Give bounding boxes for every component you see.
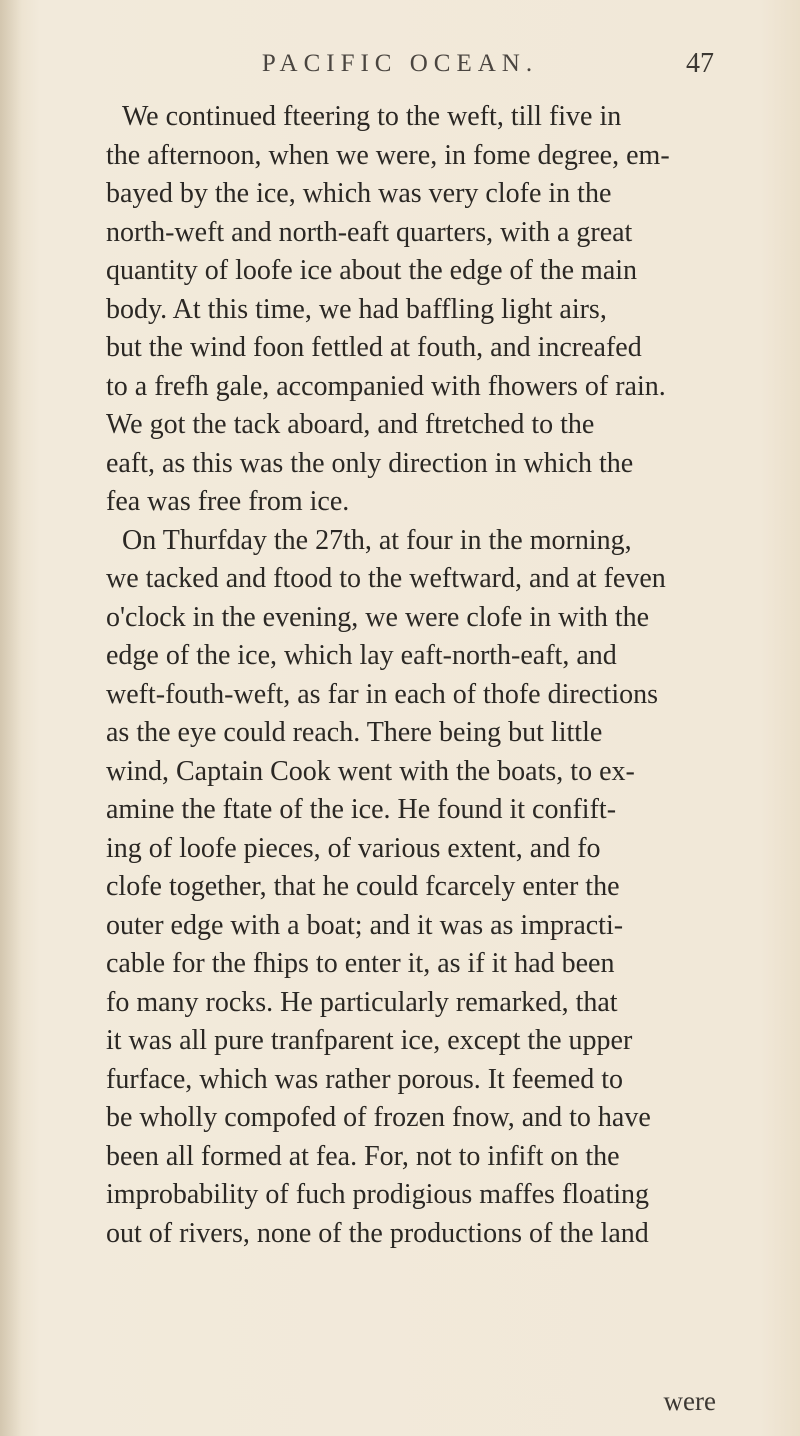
text-line: but the wind foon fettled at fouth, and increafed [106,332,642,363]
text-line: fea was free from ice. [106,486,350,517]
text-line: fo many rocks. He particularly remarked, that [106,986,618,1018]
text-line: quantity of loofe ice about the edge of the main [106,255,638,286]
page-gutter-shadow [0,0,22,1436]
page-number: 47 [686,48,714,79]
text-line: edge of the ice, which lay eaft-north-eaft, and [106,640,617,671]
text-line: furface, which was rather porous. It feemed to [106,1063,624,1095]
text-line: body. At this time, we had baffling light airs, [106,293,607,325]
text-line: On Thurfday the 27th, at four in the morning, [122,524,632,556]
running-head: PACIFIC OCEAN. [261,50,539,77]
text-line: outer edge with a boat; and it was as impracti- [106,909,624,941]
text-line: as the eye could reach. There being but little [106,717,603,748]
text-line: it was all pure tranfparent ice, except the upper [106,1025,633,1056]
text-line: o'clock in the evening, we were clofe in with the [106,601,650,633]
text-line: eaft, as this was the only direction in which the [106,447,634,479]
text-line: north-weft and north-eaft quarters, with a great [106,216,633,248]
text-line: to a frefh gale, accompanied with fhowers of rain. [106,370,666,402]
text-line: we tacked and ftood to the weftward, and at feven [106,563,666,594]
text-line: cable for the fhips to enter it, as if it had been [106,948,615,979]
text-line: been all formed at fea. For, not to infift on the [106,1140,620,1172]
text-line: be wholly compofed of frozen fnow, and to have [106,1102,651,1133]
page-header [0,40,800,90]
text-line: improbability of fuch prodigious maffes floating [106,1179,650,1210]
text-line: We got the tack aboard, and ftretched to the [106,409,595,440]
text-line: weft-fouth-weft, as far in each of thofe directions [106,678,658,710]
body-text [106,98,746,1253]
text-line: the afternoon, when we were, in fome degree, em- [106,139,670,171]
text-line: ing of loofe pieces, of various extent, and fo [106,832,601,864]
catchword: were [663,1386,716,1416]
text-line: wind, Captain Cook went with the boats, to ex- [106,755,635,787]
text-line: bayed by the ice, which was very clofe in the [106,178,612,209]
text-line: We continued fteering to the weft, till five in [122,101,622,132]
text-line: out of rivers, none of the productions of the land [106,1217,649,1249]
text-line: amine the ftate of the ice. He found it confift- [106,794,617,825]
text-line: clofe together, that he could fcarcely enter the [106,871,620,902]
